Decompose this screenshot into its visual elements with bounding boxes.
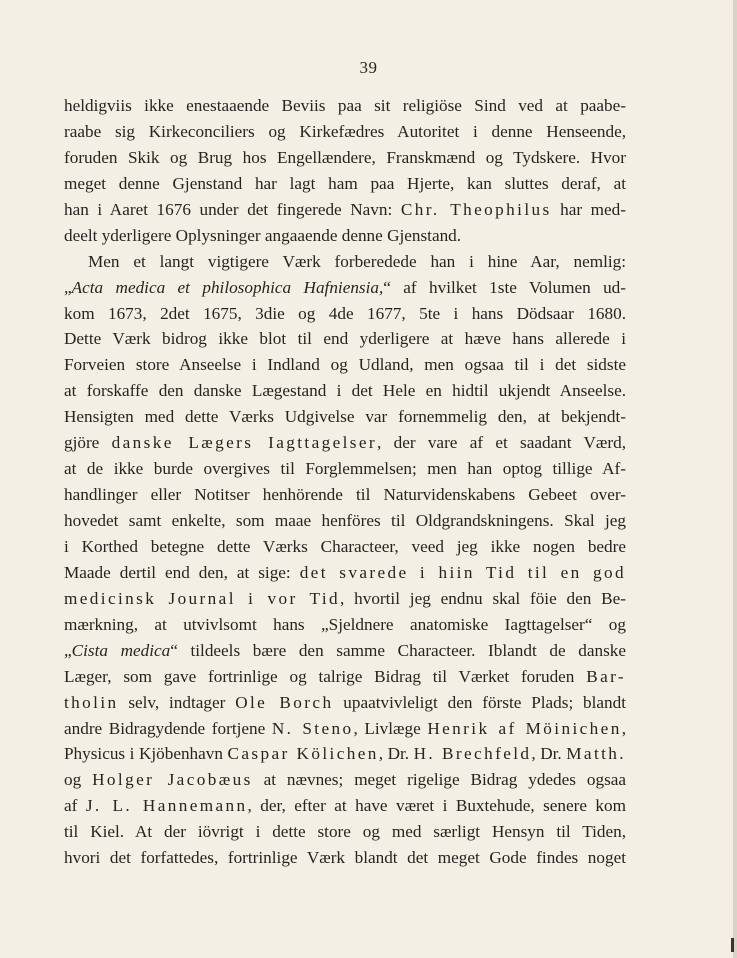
text-line [64, 741, 626, 767]
text-line [64, 430, 626, 456]
text-run: kom 1673, 2det 1675, 3die og 4de 1677, 5te i hans Dödsaar 1680. [64, 303, 626, 323]
text-run: Maade dertil end den, at sige: [64, 562, 300, 582]
spaced-text: Chr. Theophilus [400, 199, 552, 219]
text-line [64, 560, 626, 586]
text-run: at nævnes; meget rigelige Bidrag ydedes ogsaa [252, 770, 627, 790]
text-line [64, 508, 626, 534]
page-number: 39 [359, 58, 378, 77]
edge-mark [731, 938, 734, 952]
text-run: selv, indtager [118, 692, 236, 712]
text-run: foruden Skik og Brug hos Engellændere, Franskmænd og Tydskere. Hvor [64, 147, 626, 167]
text-run: han i Aaret 1676 under det fingerede Navn: [64, 199, 401, 219]
text-run: , Dr. [531, 744, 567, 764]
text-run: hovedet samt enkelte, som maae henföres til Oldgrandskningens. Skal jeg [64, 511, 626, 530]
text-run: Læger, som gave fortrinlige og talrige Bidrag til Værket foruden [64, 666, 587, 686]
text-line [64, 249, 626, 275]
spaced-text: Bar- [586, 666, 626, 686]
spaced-text: tholin [64, 692, 119, 712]
spaced-text: H. Brechfeld [413, 744, 532, 764]
text-line [64, 119, 626, 145]
text-line [64, 690, 626, 716]
spaced-text: Matth. [566, 744, 627, 764]
text-line [64, 171, 626, 197]
text-run: Hensigten med dette Værks Udgivelse var fornemmelig den, at bekjendt- [64, 407, 626, 427]
text-line [64, 534, 626, 560]
spaced-text: det svarede i hiin Tid til en god [299, 562, 626, 582]
text-line [64, 275, 626, 301]
text-run: , [621, 718, 626, 738]
text-line [64, 301, 626, 327]
text-run: af [64, 796, 86, 816]
text-line [64, 664, 626, 690]
text-run: , Livlæge [353, 718, 428, 738]
text-line [64, 326, 626, 352]
italic-text: Acta medica et philosophica Hafniensia, [71, 277, 384, 297]
text-line [64, 378, 626, 404]
text-run: Physicus i Kjöbenhavn [64, 744, 228, 764]
text-run: „ [64, 640, 72, 660]
text-run: „ [64, 277, 72, 297]
text-run: heldigviis ikke enestaaende Beviis paa sit religiöse Sind ved at paabe- [64, 96, 626, 115]
text-line [64, 845, 626, 871]
spaced-text: danske Lægers Iagttagelser [111, 433, 378, 453]
text-run: hvori det forfattedes, fortrinlige Værk blandt det meget Gode findes noget [64, 848, 626, 868]
text-line [64, 352, 626, 378]
text-run: “ tildeels bære den samme Characteer. Iblandt de danske [170, 640, 626, 660]
text-line [64, 586, 626, 612]
spaced-text: J. L. Hannemann [85, 796, 248, 816]
text-run: mærkning, at utvivlsomt hans „Sjeldnere anatomiske Iagttagelser“ og [64, 614, 626, 634]
text-run: andre Bidragydende fortjene [64, 718, 272, 738]
text-run: , Dr. [378, 744, 414, 764]
text-run: gjöre [64, 433, 112, 453]
text-run: raabe sig Kirkeconciliers og Kirkefædres Autoritet i denne Henseende, [64, 121, 626, 141]
text-run: deelt yderligere Oplysninger angaaende denne Gjenstand. [64, 225, 462, 245]
body-text [64, 93, 626, 871]
text-run: har med- [551, 199, 626, 219]
text-run: Dette Værk bidrog ikke blot til end yderligere at hæve hans allerede i [64, 329, 626, 349]
text-run: at de ikke burde overgives til Forglemmelsen; men han optog tillige Af- [64, 459, 626, 479]
text-line [64, 223, 626, 249]
text-run: at forskaffe den danske Lægestand i det Hele en hidtil ukjendt Anseelse. [64, 381, 626, 401]
text-run: handlinger eller Notitser henhörende til Naturvidenskabens Gebeet over- [64, 485, 626, 505]
spaced-text: Caspar Kölichen [227, 744, 379, 764]
text-run: , der vare af et saadant Værd, [377, 433, 626, 453]
text-run: i Korthed betegne dette Værks Characteer, veed jeg ikke nogen bedre [64, 536, 626, 556]
text-run: , hvortil jeg endnu skal föie den Be- [340, 588, 627, 608]
text-line [64, 404, 626, 430]
text-run: og [64, 770, 93, 790]
text-line [64, 793, 626, 819]
page-edge [733, 0, 737, 958]
spaced-text: N. Steno [271, 718, 354, 738]
text-line [64, 456, 626, 482]
text-run: til Kiel. At der iövrigt i dette store og med særligt Hensyn til Tiden, [64, 822, 626, 842]
text-run: Men et langt vigtigere Værk forberedede han i hine Aar, nemlig: [88, 251, 626, 271]
text-line [64, 819, 626, 845]
text-line [64, 638, 626, 664]
text-run: , der, efter at have været i Buxtehude, senere kom [247, 796, 626, 816]
text-line [64, 197, 626, 223]
spaced-text: medicinsk Journal i vor Tid [64, 588, 341, 608]
text-run: Forveien store Anseelse i Indland og Udland, men ogsaa til i det sidste [64, 355, 626, 375]
text-line [64, 482, 626, 508]
text-line [64, 145, 626, 171]
text-line [64, 93, 626, 119]
text-line [64, 612, 626, 638]
text-line [64, 716, 626, 742]
spaced-text: Holger Jacobæus [92, 770, 253, 790]
text-run: upaatvivleligt den förste Plads; blandt [333, 692, 627, 712]
italic-text: Cista medica [71, 640, 171, 660]
text-line [64, 767, 626, 793]
spaced-text: Ole Borch [235, 692, 334, 712]
text-run: meget denne Gjenstand har lagt ham paa Hjerte, kan sluttes deraf, at [64, 173, 626, 193]
text-run: “ af hvilket 1ste Volumen ud- [383, 277, 626, 297]
spaced-text: Henrik af Möinichen [427, 718, 622, 738]
